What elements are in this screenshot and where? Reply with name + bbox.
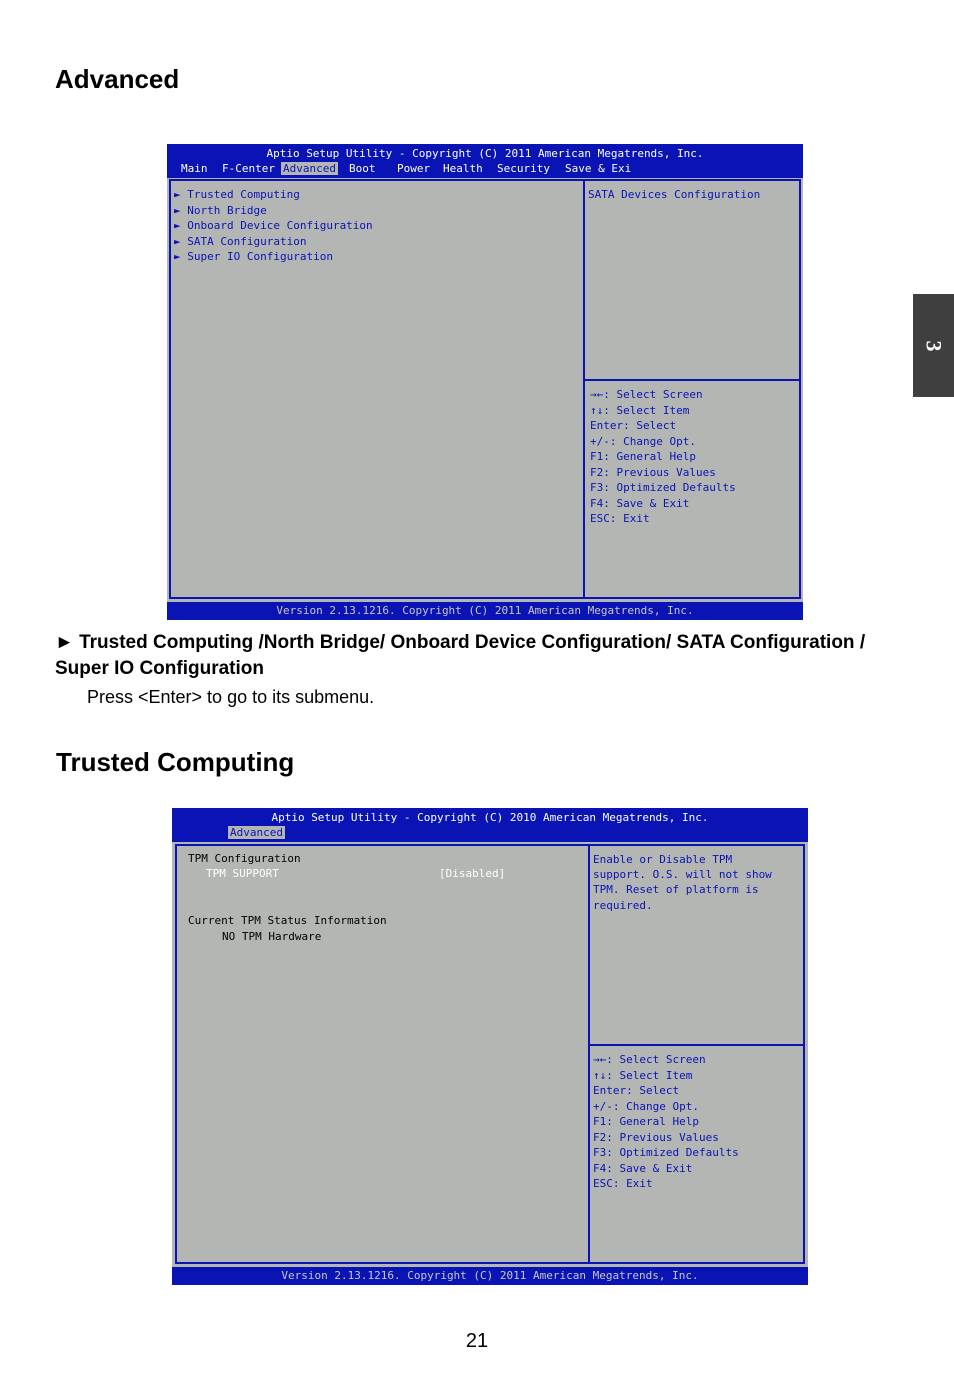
key-select-item: ↑↓: Select Item bbox=[590, 404, 690, 417]
key-f2: F2: Previous Values bbox=[593, 1131, 719, 1144]
menu-item-super-io[interactable]: ► Super IO Configuration bbox=[174, 250, 333, 263]
key-enter: Enter: Select bbox=[593, 1084, 680, 1097]
key-f2: F2: Previous Values bbox=[590, 466, 716, 479]
key-select-screen: →←: Select Screen bbox=[593, 1053, 706, 1066]
tpm-config-heading: TPM Configuration bbox=[188, 852, 301, 865]
menu-save-exit[interactable]: Save & Exi bbox=[565, 162, 632, 175]
tpm-support-value[interactable]: [Disabled] bbox=[439, 867, 506, 880]
bios-divider bbox=[588, 844, 590, 1264]
menu-main[interactable]: Main bbox=[181, 162, 208, 175]
key-f4: F4: Save & Exit bbox=[593, 1162, 693, 1175]
section-title-advanced: Advanced bbox=[55, 64, 180, 94]
help-line-4: required. bbox=[593, 899, 653, 912]
bios-frame bbox=[175, 844, 805, 1264]
bios-screen-advanced bbox=[167, 144, 803, 620]
key-select-screen: →←: Select Screen bbox=[590, 388, 703, 401]
bios-footer: Version 2.13.1216. Copyright (C) 2011 American Megatrends, Inc. bbox=[167, 602, 803, 620]
bios-title: Aptio Setup Utility - Copyright (C) 2010 American Megatrends, Inc. bbox=[271, 811, 709, 824]
chapter-number: 3 bbox=[921, 340, 947, 351]
bios-help-divider bbox=[588, 1044, 805, 1046]
menu-boot[interactable]: Boot bbox=[349, 162, 376, 175]
menu-item-sata-config[interactable]: ► SATA Configuration bbox=[174, 235, 307, 248]
menu-advanced[interactable]: Advanced bbox=[283, 162, 336, 175]
menu-advanced[interactable]: Advanced bbox=[230, 826, 283, 839]
menu-security[interactable]: Security bbox=[497, 162, 550, 175]
help-line-2: support. O.S. will not show bbox=[593, 868, 772, 881]
tpm-status-value: NO TPM Hardware bbox=[222, 930, 322, 943]
bios-header bbox=[167, 144, 803, 178]
page-number: 21 bbox=[465, 1330, 489, 1352]
bios-title: Aptio Setup Utility - Copyright (C) 2011 American Megatrends, Inc. bbox=[266, 147, 704, 160]
bios-divider bbox=[583, 179, 585, 599]
menu-item-onboard-device[interactable]: ► Onboard Device Configuration bbox=[174, 219, 373, 232]
chapter-tab bbox=[913, 294, 954, 397]
menu-health[interactable]: Health bbox=[443, 162, 483, 175]
menu-power[interactable]: Power bbox=[397, 162, 431, 175]
tpm-support-label[interactable]: TPM SUPPORT bbox=[206, 867, 279, 880]
key-f3: F3: Optimized Defaults bbox=[593, 1146, 739, 1159]
key-esc: ESC: Exit bbox=[593, 1177, 653, 1190]
bios-screen-trusted-computing bbox=[172, 808, 808, 1285]
key-f1: F1: General Help bbox=[590, 450, 696, 463]
bios-menubar bbox=[172, 826, 808, 840]
bullet-note: Press <Enter> to go to its submenu. bbox=[87, 687, 375, 707]
menu-item-north-bridge[interactable]: ► North Bridge bbox=[174, 204, 267, 217]
help-text: SATA Devices Configuration bbox=[588, 188, 761, 201]
key-f3: F3: Optimized Defaults bbox=[590, 481, 736, 494]
key-change-opt: +/-: Change Opt. bbox=[590, 435, 696, 448]
key-enter: Enter: Select bbox=[590, 419, 677, 432]
key-f1: F1: General Help bbox=[593, 1115, 699, 1128]
bios-body bbox=[172, 842, 808, 1267]
key-esc: ESC: Exit bbox=[590, 512, 650, 525]
bios-footer: Version 2.13.1216. Copyright (C) 2011 American Megatrends, Inc. bbox=[172, 1267, 808, 1285]
key-f4: F4: Save & Exit bbox=[590, 497, 690, 510]
key-change-opt: +/-: Change Opt. bbox=[593, 1100, 699, 1113]
bios-body bbox=[167, 178, 803, 602]
menu-f-center[interactable]: F-Center bbox=[222, 162, 275, 175]
menu-item-trusted-computing[interactable]: ► Trusted Computing bbox=[174, 188, 300, 201]
section-title-trusted-computing: Trusted Computing bbox=[56, 747, 295, 777]
bios-header bbox=[172, 808, 808, 842]
bios-help-divider bbox=[583, 379, 801, 381]
help-line-1: Enable or Disable TPM bbox=[593, 853, 733, 866]
help-line-3: TPM. Reset of platform is bbox=[593, 883, 759, 896]
tpm-status-heading: Current TPM Status Information bbox=[188, 914, 387, 927]
bios-menubar bbox=[167, 162, 803, 176]
key-select-item: ↑↓: Select Item bbox=[593, 1069, 693, 1082]
bullet-heading: ► Trusted Computing /North Bridge/ Onboard Device Configuration/ SATA Configuration / Super IO Configuration bbox=[55, 632, 866, 679]
